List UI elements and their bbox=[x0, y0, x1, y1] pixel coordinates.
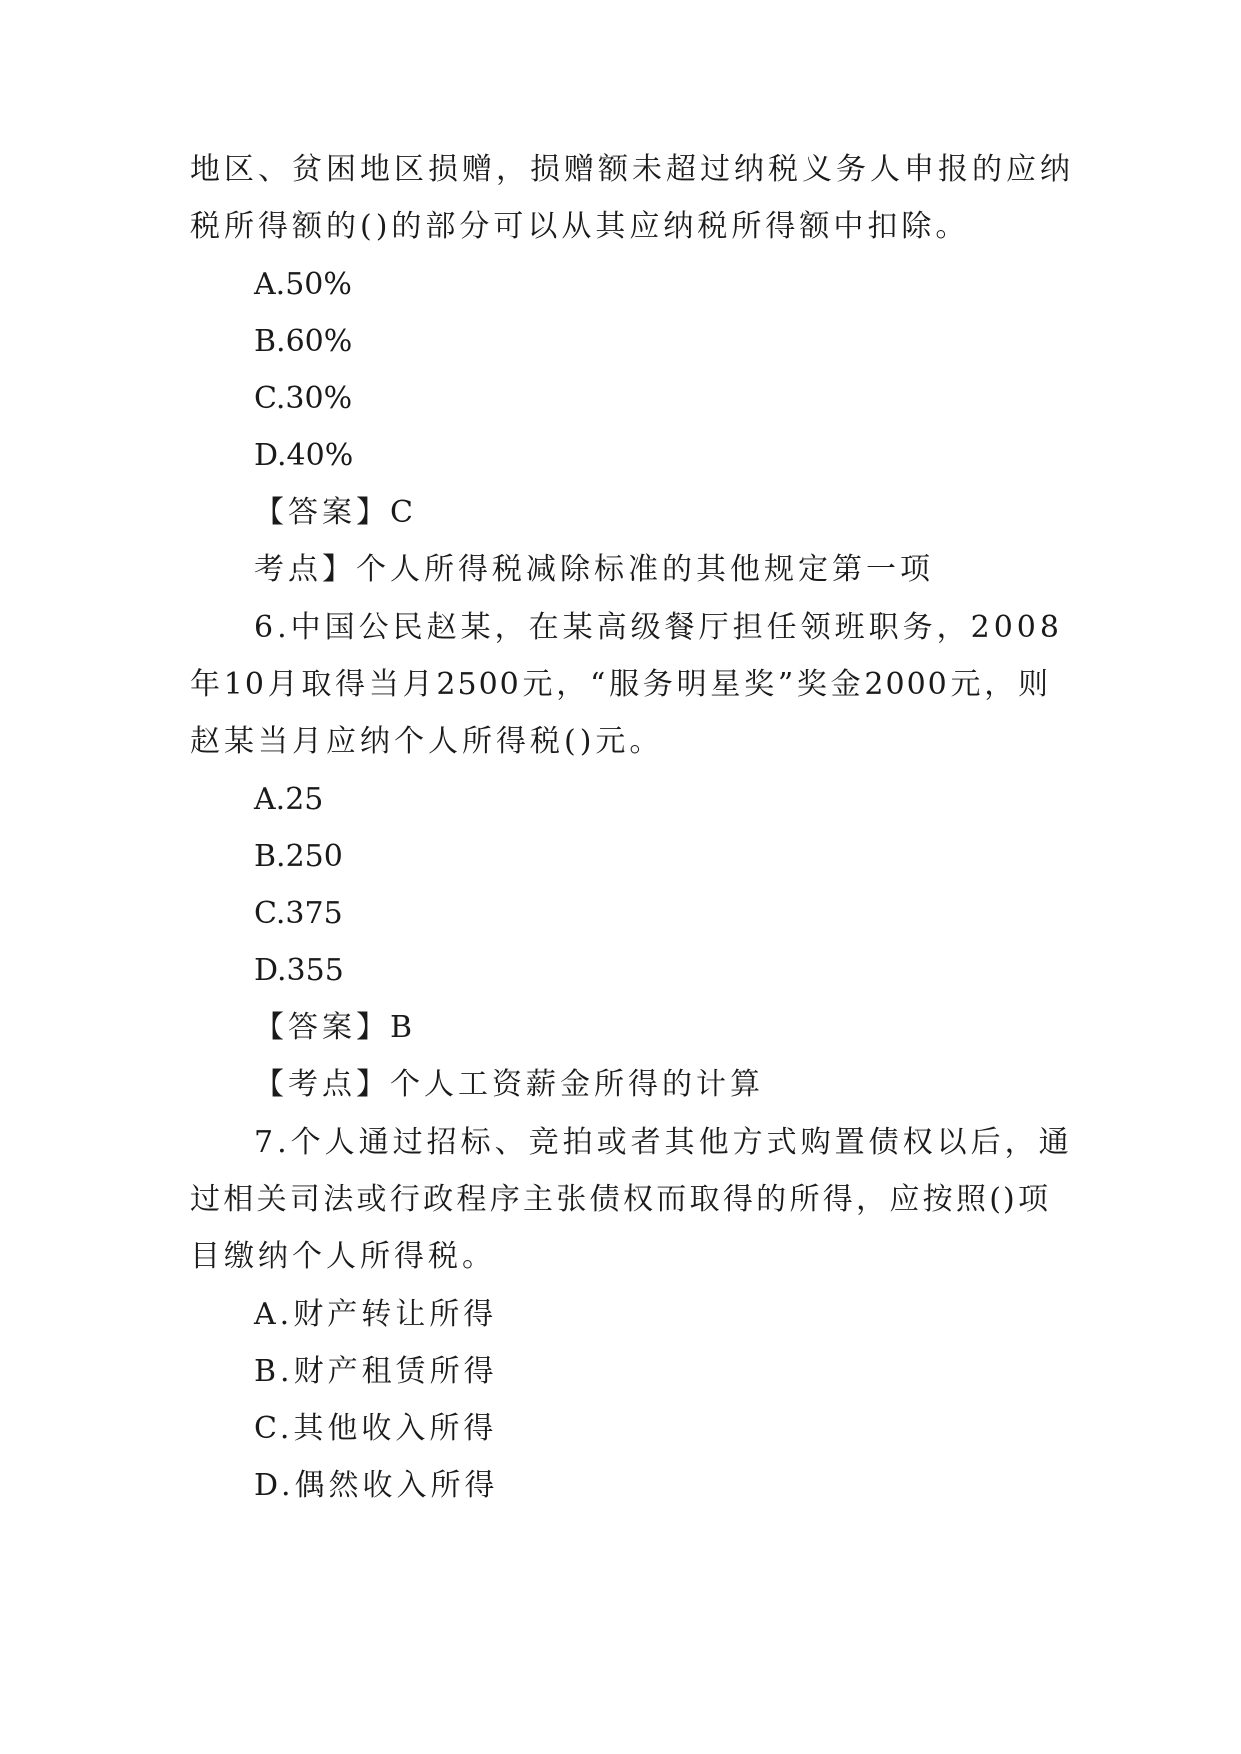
question-7-option-c: C.其他收入所得 bbox=[254, 1411, 498, 1446]
question-5-option-d: D.40% bbox=[254, 438, 354, 473]
question-7-text-line-2: 过相关司法或行政程序主张债权而取得的所得，应按照()项 bbox=[190, 1182, 1050, 1217]
question-7-text-line-3: 目缴纳个人所得税。 bbox=[190, 1239, 496, 1274]
question-6-text-line-2: 年10月取得当月2500元，“服务明星奖”奖金2000元，则 bbox=[190, 667, 1050, 702]
question-7-text-line-1: 7.个人通过招标、竞拍或者其他方式购置债权以后，通 bbox=[254, 1125, 1073, 1160]
question-6-option-a: A.25 bbox=[254, 782, 324, 817]
question-6-option-d: D.355 bbox=[254, 953, 344, 988]
question-5-option-b: B.60% bbox=[254, 324, 353, 359]
question-6-option-b: B.250 bbox=[254, 839, 343, 874]
question-5-text-line-1: 地区、贫困地区损赠，损赠额未超过纳税义务人申报的应纳 bbox=[190, 152, 1074, 187]
question-6-topic: 【考点】个人工资薪金所得的计算 bbox=[254, 1067, 764, 1102]
question-7-option-d: D.偶然收入所得 bbox=[254, 1468, 499, 1503]
question-5-text-line-2: 税所得额的()的部分可以从其应纳税所得额中扣除。 bbox=[190, 209, 970, 244]
question-6-text-line-3: 赵某当月应纳个人所得税()元。 bbox=[190, 724, 664, 759]
question-5-topic: 考点】个人所得税减除标准的其他规定第一项 bbox=[254, 552, 934, 587]
question-7-option-b: B.财产租赁所得 bbox=[254, 1354, 498, 1389]
question-5-option-c: C.30% bbox=[254, 381, 353, 416]
question-6-option-c: C.375 bbox=[254, 896, 343, 931]
question-6-answer: 【答案】B bbox=[254, 1010, 417, 1045]
question-5-option-a: A.50% bbox=[254, 267, 352, 302]
question-7-option-a: A.财产转让所得 bbox=[254, 1297, 498, 1332]
question-5-answer: 【答案】C bbox=[254, 495, 417, 530]
question-6-text-line-1: 6.中国公民赵某，在某高级餐厅担任领班职务，2008 bbox=[254, 610, 1063, 645]
